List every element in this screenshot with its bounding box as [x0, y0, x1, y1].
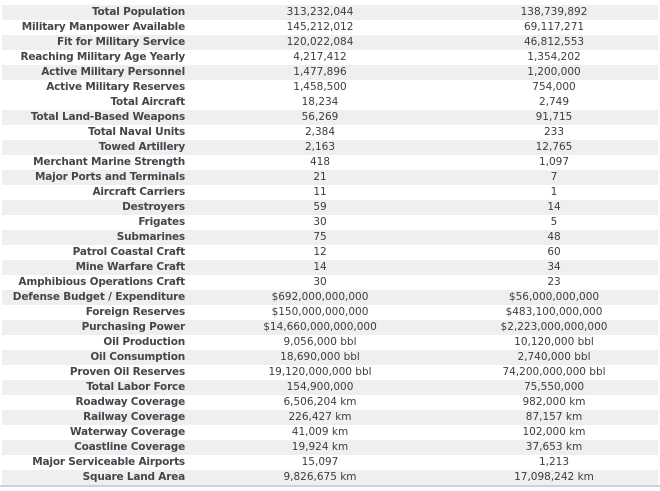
country1-value: 2,384 [304, 126, 336, 138]
table-row [2, 155, 658, 170]
country1-value: 30 [313, 276, 327, 288]
metric-label: Aircraft Carriers [92, 186, 185, 198]
metric-label: Destroyers [122, 201, 185, 213]
metric-label: Oil Consumption [90, 351, 185, 363]
metric-label: Major Serviceable Airports [32, 456, 185, 468]
country2-value: 75,550,000 [523, 381, 585, 393]
country1-value: 9,826,675 km [283, 471, 357, 483]
metric-label: Roadway Coverage [75, 396, 185, 408]
table-row [2, 245, 658, 260]
country2-value: 74,200,000,000 bbl [502, 366, 606, 378]
country1-value: 6,506,204 km [283, 396, 357, 408]
metric-label: Defense Budget / Expenditure [12, 291, 185, 303]
country2-value: 12,765 [535, 141, 573, 153]
country2-value: 2,749 [538, 96, 570, 108]
table-row [2, 410, 658, 425]
metric-label: Square Land Area [82, 471, 185, 483]
table-row [2, 125, 658, 140]
country1-value: 41,009 km [291, 426, 349, 438]
country2-value: $56,000,000,000 [508, 291, 600, 303]
country1-value: 313,232,044 [286, 6, 354, 18]
metric-label: Fit for Military Service [57, 36, 185, 48]
country2-value: 1,354,202 [527, 51, 581, 63]
country2-value: 1,200,000 [527, 66, 581, 78]
country1-value: $150,000,000,000 [271, 306, 369, 318]
metric-label: Total Aircraft [110, 96, 185, 108]
country1-value: 11 [313, 186, 327, 198]
metric-label: Submarines [116, 231, 185, 243]
country1-value: 15,097 [301, 456, 339, 468]
country2-value: 14 [547, 201, 561, 213]
table-row [2, 455, 658, 470]
metric-label: Total Land-Based Weapons [30, 111, 185, 123]
metric-label: Merchant Marine Strength [33, 156, 185, 168]
metric-label: Proven Oil Reserves [69, 366, 185, 378]
table-row [2, 425, 658, 440]
country1-value: 19,924 km [291, 441, 349, 453]
metric-label: Frigates [138, 216, 185, 228]
metric-label: Foreign Reserves [85, 306, 185, 318]
country2-value: 46,812,553 [523, 36, 585, 48]
table-row [2, 95, 658, 110]
country2-value: $2,223,000,000,000 [500, 321, 608, 333]
country1-value: 418 [309, 156, 331, 168]
table-row [2, 20, 658, 35]
country1-value: 145,212,012 [286, 21, 354, 33]
country1-value: 226,427 km [288, 411, 352, 423]
country2-value: 233 [543, 126, 565, 138]
metric-label: Purchasing Power [81, 321, 185, 333]
country1-value: 12 [313, 246, 327, 258]
country2-value: 10,120,000 bbl [514, 336, 594, 348]
table-row [2, 470, 658, 485]
country1-value: 18,234 [301, 96, 339, 108]
country2-value: 37,653 km [525, 441, 583, 453]
country2-value: 982,000 km [522, 396, 586, 408]
country2-value: 23 [547, 276, 561, 288]
metric-label: Railway Coverage [83, 411, 185, 423]
country2-value: 7 [550, 171, 558, 183]
country2-value: 91,715 [535, 111, 573, 123]
country1-value: 9,056,000 bbl [283, 336, 357, 348]
country2-value: 1,097 [538, 156, 570, 168]
country2-value: 1 [550, 186, 558, 198]
table-row [2, 335, 658, 350]
country1-value: 30 [313, 216, 327, 228]
metric-label: Active Military Reserves [46, 81, 185, 93]
country1-value: $14,660,000,000,000 [263, 321, 377, 333]
country1-value: 18,690,000 bbl [280, 351, 360, 363]
metric-label: Amphibious Operations Craft [18, 276, 185, 288]
country1-value: 21 [313, 171, 327, 183]
table-row [2, 215, 658, 230]
table-row [2, 5, 658, 20]
table-row [2, 305, 658, 320]
table-row [2, 260, 658, 275]
country1-value: 4,217,412 [293, 51, 347, 63]
country2-value: 5 [550, 216, 558, 228]
table-row [2, 185, 658, 200]
country1-value: 14 [313, 261, 327, 273]
table-row [2, 140, 658, 155]
metric-label: Oil Production [103, 336, 185, 348]
country2-value: 48 [547, 231, 561, 243]
metric-label: Mine Warfare Craft [75, 261, 185, 273]
table-row [2, 230, 658, 245]
table-row [2, 290, 658, 305]
country2-value: 17,098,242 km [514, 471, 594, 483]
table-row [2, 395, 658, 410]
country2-value: 2,740,000 bbl [517, 351, 591, 363]
country2-value: 34 [547, 261, 561, 273]
table-row [2, 380, 658, 395]
country1-value: 1,477,896 [293, 66, 347, 78]
table-row [2, 110, 658, 125]
metric-label: Active Military Personnel [41, 66, 185, 78]
country2-value: $483,100,000,000 [505, 306, 603, 318]
country1-value: 19,120,000,000 bbl [268, 366, 372, 378]
metric-label: Military Manpower Available [21, 21, 185, 33]
metric-label: Coastline Coverage [74, 441, 185, 453]
country1-value: 59 [313, 201, 327, 213]
table-row [2, 80, 658, 95]
country2-value: 138,739,892 [520, 6, 588, 18]
country1-value: 120,022,084 [286, 36, 354, 48]
country1-value: 75 [313, 231, 327, 243]
country1-value: 56,269 [301, 111, 339, 123]
metric-label: Total Labor Force [86, 381, 185, 393]
metric-label: Total Naval Units [88, 126, 185, 138]
metric-label: Major Ports and Terminals [35, 171, 185, 183]
table-row [2, 320, 658, 335]
table-row [2, 365, 658, 380]
table-bottom-border [0, 485, 660, 487]
table-row [2, 170, 658, 185]
metric-label: Reaching Military Age Yearly [20, 51, 185, 63]
table-row [2, 65, 658, 80]
country2-value: 754,000 [532, 81, 576, 93]
country2-value: 60 [547, 246, 561, 258]
table-row [2, 275, 658, 290]
country2-value: 69,117,271 [523, 21, 585, 33]
metric-label: Total Population [91, 6, 185, 18]
table-row [2, 200, 658, 215]
country1-value: $692,000,000,000 [271, 291, 369, 303]
country2-value: 87,157 km [525, 411, 583, 423]
country1-value: 154,900,000 [286, 381, 354, 393]
country2-value: 1,213 [538, 456, 570, 468]
table-row [2, 350, 658, 365]
country1-value: 1,458,500 [293, 81, 347, 93]
comparison-rows [2, 5, 658, 485]
table-row [2, 35, 658, 50]
metric-label: Waterway Coverage [70, 426, 185, 438]
metric-label: Patrol Coastal Craft [72, 246, 185, 258]
table-row [2, 50, 658, 65]
table-row [2, 440, 658, 455]
country2-value: 102,000 km [522, 426, 586, 438]
metric-label: Towed Artillery [98, 141, 185, 153]
country1-value: 2,163 [304, 141, 336, 153]
